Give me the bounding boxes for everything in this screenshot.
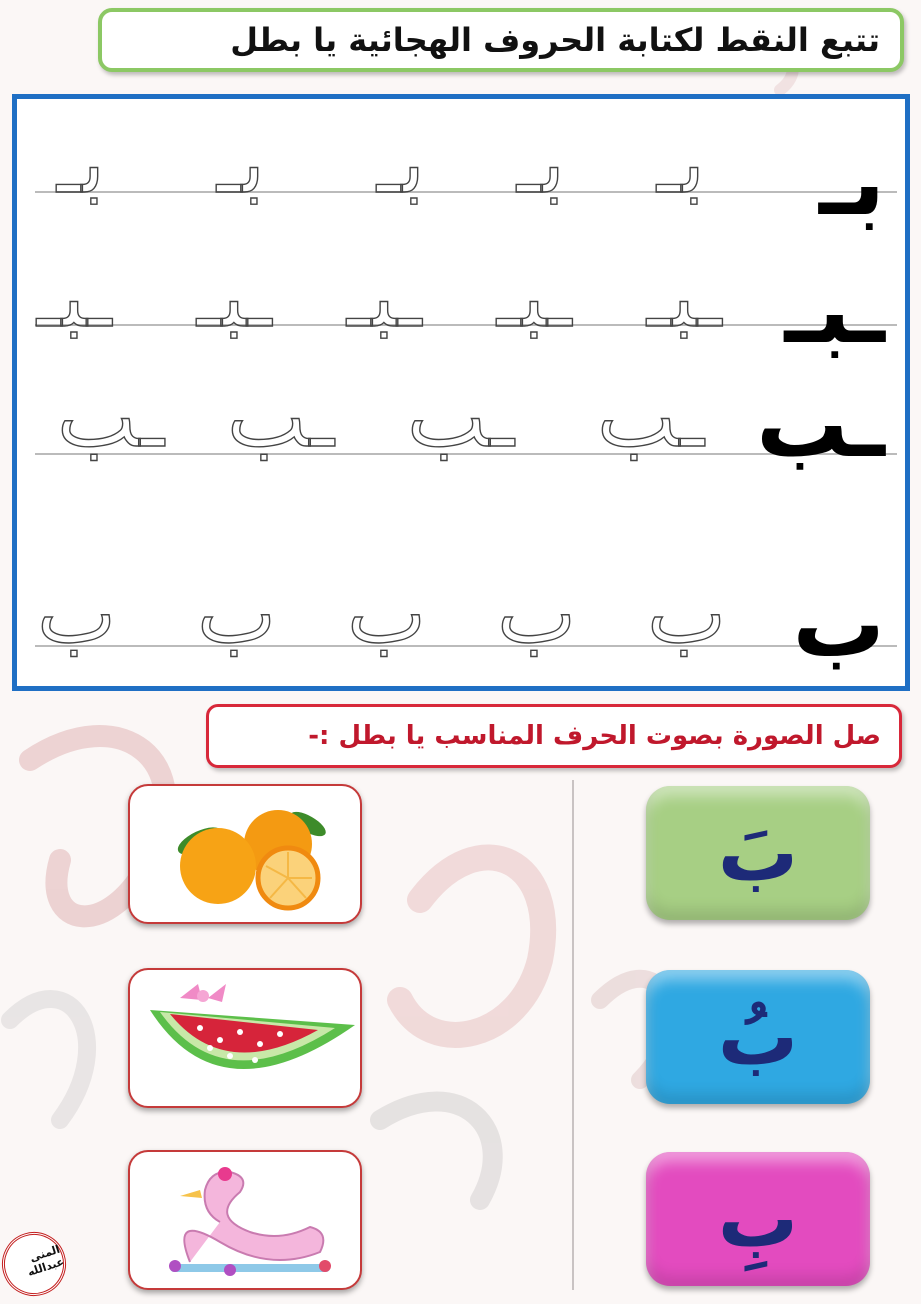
oranges-icon <box>130 786 360 922</box>
matching-instruction: صل الصورة بصوت الحرف المناسب يا بطل :- <box>308 721 881 751</box>
writing-line <box>35 191 897 193</box>
dotted-trace-letter[interactable]: ب <box>497 564 577 662</box>
dotted-trace-letter[interactable]: ـب <box>227 368 335 466</box>
author-stamp-text: المنى عبدالله <box>25 1242 66 1279</box>
dotted-trace-letter[interactable]: ـب <box>57 368 165 466</box>
letter-card-kasra[interactable] <box>646 1152 870 1286</box>
matching-instruction-box <box>206 704 902 768</box>
dotted-trace-letter[interactable]: ـبـ <box>197 248 272 346</box>
dotted-trace-letter[interactable]: ب <box>37 564 117 662</box>
dotted-trace-letter[interactable]: بـ <box>657 114 705 212</box>
dotted-trace-letter[interactable]: ـب <box>407 368 515 466</box>
letter-card-damma[interactable] <box>646 970 870 1104</box>
letter-card-fatha[interactable] <box>646 786 870 920</box>
author-stamp <box>0 1224 74 1304</box>
dotted-trace-letter[interactable]: ب <box>347 564 427 662</box>
model-letter: بـ <box>819 129 885 236</box>
model-letter: ـبـ <box>784 257 885 364</box>
tracing-row-medial <box>17 229 905 364</box>
dotted-trace-letter[interactable]: ـبـ <box>497 248 572 346</box>
model-letter: ب <box>792 571 885 678</box>
worksheet-title-box <box>98 8 904 72</box>
worksheet-title: تتبع النقط لكتابة الحروف الهجائية يا بطل <box>230 21 880 59</box>
dotted-trace-letter[interactable]: ب <box>197 564 277 662</box>
dotted-trace-letter[interactable]: بـ <box>517 114 565 212</box>
dotted-trace-letter[interactable]: ـب <box>597 368 705 466</box>
letter-card-label: بُ <box>717 990 799 1083</box>
swan-icon <box>130 1152 360 1288</box>
picture-card-oranges[interactable] <box>128 784 362 924</box>
dotted-trace-letter[interactable]: بـ <box>217 114 265 212</box>
dotted-trace-letter[interactable]: ـبـ <box>647 248 722 346</box>
model-letter: ـب <box>756 371 885 478</box>
writing-line <box>35 645 897 647</box>
dotted-trace-letter[interactable]: بـ <box>57 114 105 212</box>
letter-card-label: بَ <box>717 806 799 899</box>
picture-card-watermelon[interactable] <box>128 968 362 1108</box>
tracing-row-initial <box>17 99 905 236</box>
dotted-trace-letter[interactable]: ب <box>647 564 727 662</box>
letter-card-label: بِ <box>717 1172 799 1265</box>
tracing-row-isolated <box>17 549 905 689</box>
dotted-trace-letter[interactable]: ـبـ <box>37 248 112 346</box>
dotted-trace-letter[interactable]: بـ <box>377 114 425 212</box>
watermelon-icon <box>130 970 360 1106</box>
dotted-trace-letter[interactable]: ـبـ <box>347 248 422 346</box>
writing-line <box>35 324 897 326</box>
tracing-row-final-connected <box>17 359 905 499</box>
column-divider <box>572 780 574 1290</box>
tracing-area <box>12 94 910 691</box>
picture-card-swan[interactable] <box>128 1150 362 1290</box>
